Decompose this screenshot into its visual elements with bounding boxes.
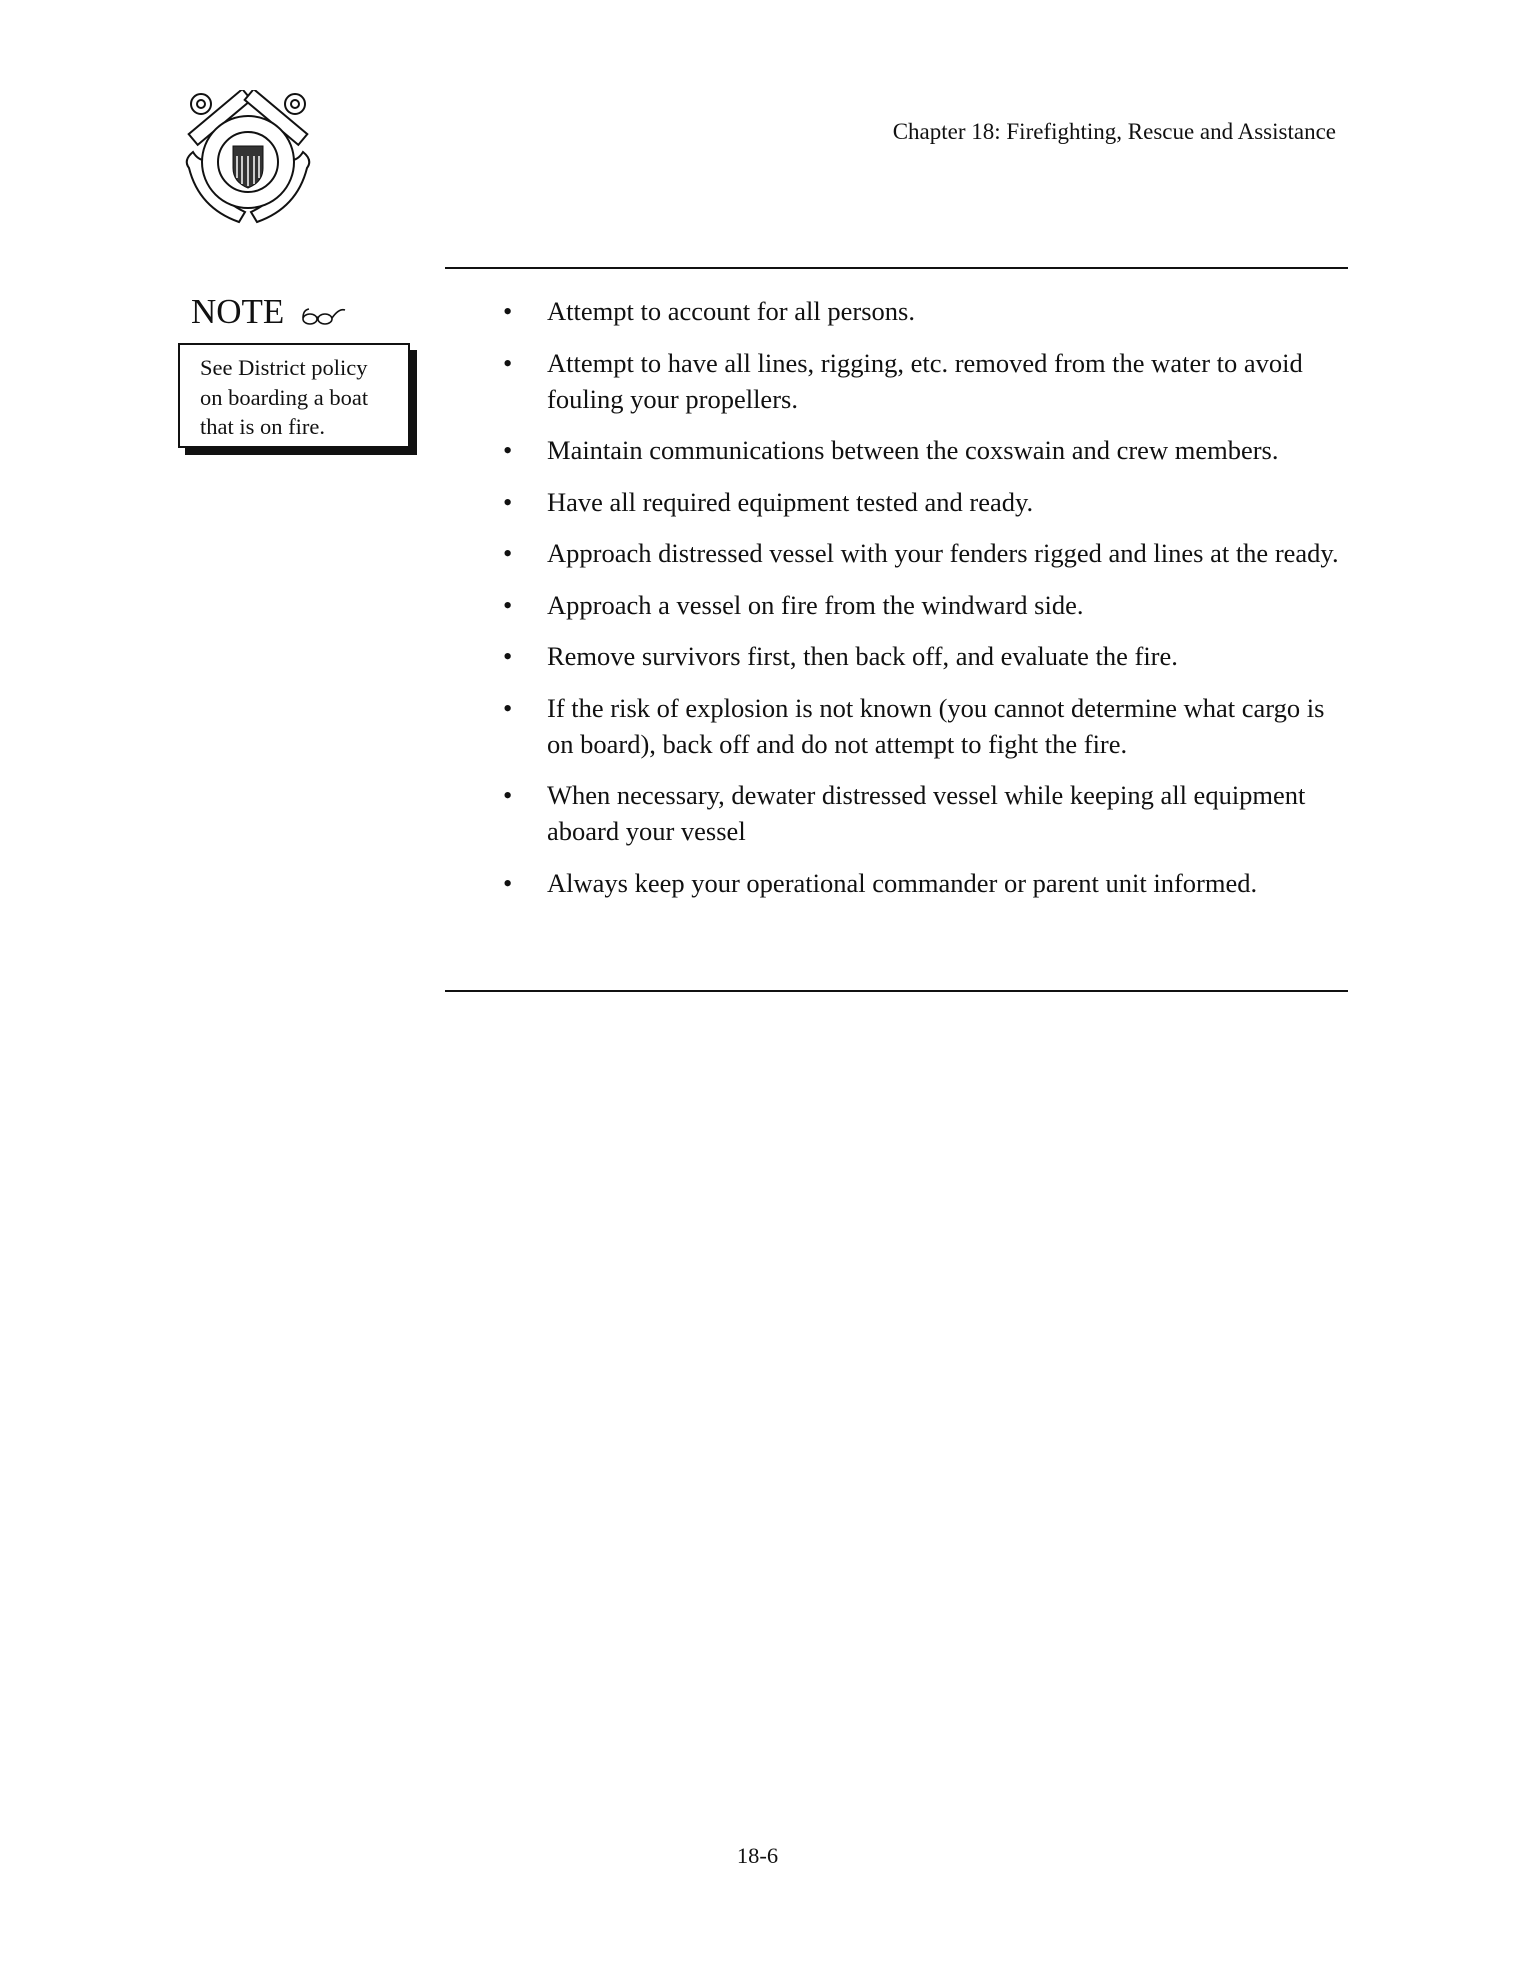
list-item-text: Attempt to account for all persons. [547, 296, 915, 326]
list-item-text: Approach distressed vessel with your fenders rigged and lines at the ready. [547, 538, 1339, 568]
bullet-icon: • [503, 641, 513, 671]
list-item-text: If the risk of explosion is not known (you cannot determine what cargo is on board), back off and do not attempt to fight the fire. [547, 692, 1325, 759]
list-item [495, 432, 1355, 468]
bullet-icon: • [503, 867, 513, 898]
note-box [178, 343, 410, 448]
list-item [495, 345, 1355, 417]
bullet-icon: • [503, 538, 513, 568]
bullet-icon: • [503, 780, 513, 810]
page-number: 18-6 [736, 1843, 779, 1868]
list-item [495, 690, 1355, 762]
list-item-text: Remove survivors first, then back off, and evaluate the fire. [547, 641, 1178, 671]
list-item [495, 777, 1355, 849]
note-heading [191, 292, 347, 335]
list-item-text: Have all required equipment tested and ready. [547, 486, 1034, 517]
list-item-text: Always keep your operational commander or parent unit informed. [547, 867, 1258, 898]
list-item-text: When necessary, dewater distressed vessel while keeping all equipment aboard your vessel [547, 780, 1306, 846]
note-label: NOTE [191, 292, 285, 331]
coast-guard-seal-logo [179, 90, 317, 224]
list-item-text: Attempt to have all lines, rigging, etc. removed from the water to avoid fouling your propellers. [547, 347, 1303, 414]
bottom-rule [445, 990, 1348, 992]
bullet-icon: • [503, 692, 513, 723]
top-rule [445, 267, 1348, 269]
chapter-header: Chapter 18: Firefighting, Rescue and Assistance [892, 119, 1336, 144]
list-item [495, 484, 1355, 520]
list-item [495, 865, 1355, 901]
eyeglasses-icon [301, 295, 347, 335]
note-text-line: See District policy [200, 355, 368, 380]
list-item [495, 535, 1355, 571]
bullet-icon: • [503, 296, 513, 326]
list-item [495, 293, 1355, 329]
list-item-text: Maintain communications between the coxswain and crew members. [547, 435, 1279, 465]
note-text-line: that is on fire. [200, 414, 325, 439]
list-item [495, 587, 1355, 623]
bullet-icon: • [503, 486, 513, 517]
note-text-line: on boarding a boat [200, 384, 369, 410]
list-item [495, 638, 1355, 674]
list-item-text: Approach a vessel on fire from the windward side. [547, 589, 1084, 620]
bullet-icon: • [503, 589, 513, 620]
bullet-icon: • [503, 435, 513, 465]
bullet-icon: • [503, 347, 513, 378]
bullet-list [495, 293, 1355, 916]
